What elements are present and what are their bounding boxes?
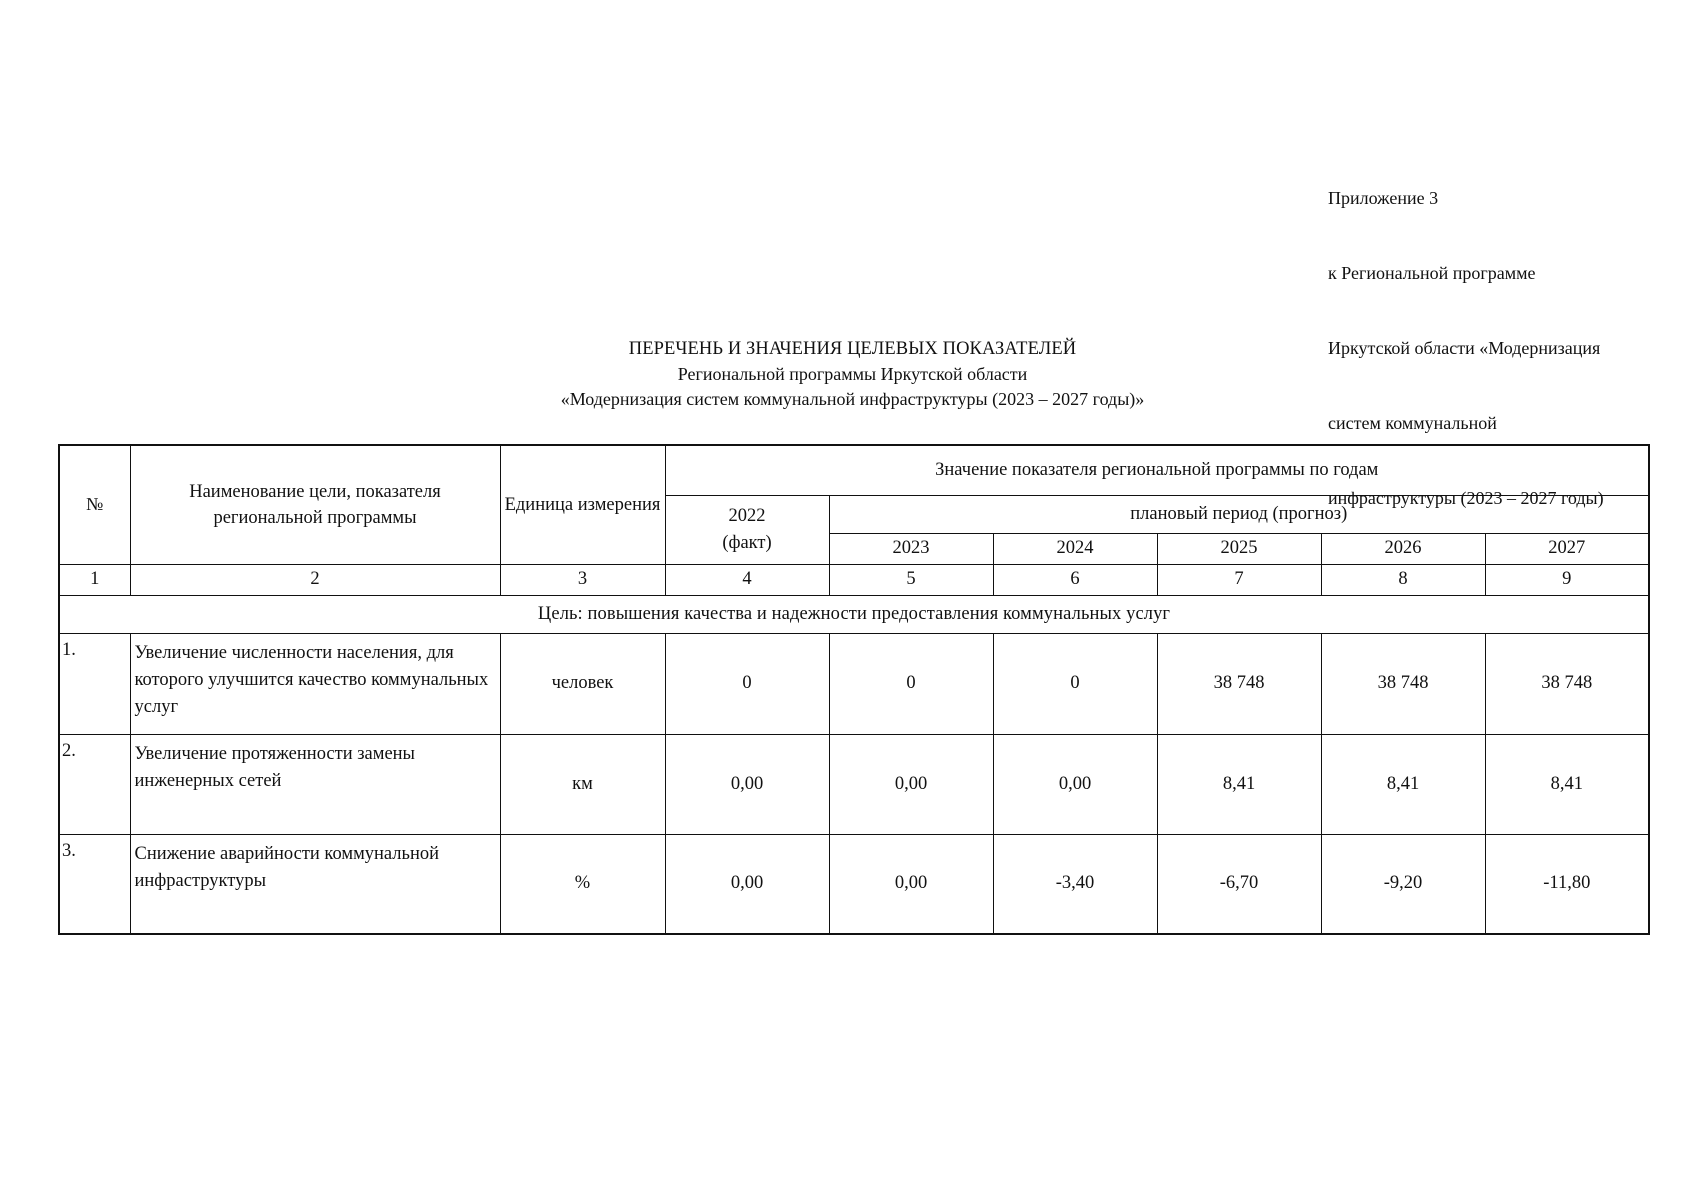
- indicator-value: 0: [829, 633, 993, 734]
- appendix-line: к Региональной программе: [1328, 263, 1536, 283]
- indicator-value: 8,41: [1157, 734, 1321, 834]
- indicator-value: 38 748: [1157, 633, 1321, 734]
- appendix-line: инфраструктуры (2023 – 2027 годы): [1328, 488, 1604, 508]
- header-year: 2025: [1157, 533, 1321, 564]
- indicator-value: -6,70: [1157, 834, 1321, 934]
- header-values-group: Значение показателя региональной программы по годам: [665, 445, 1649, 495]
- indicator-name: Увеличение протяженности замены инженерных сетей: [130, 734, 500, 834]
- row-number: 1.: [59, 633, 130, 734]
- indicator-unit: км: [500, 734, 665, 834]
- indicator-value: 0,00: [665, 834, 829, 934]
- indicator-value: 0: [665, 633, 829, 734]
- row-number: 2.: [59, 734, 130, 834]
- header-name: Наименование цели, показателя региональной программы: [130, 445, 500, 564]
- indicators-table: [58, 444, 1650, 935]
- column-number: 1: [59, 564, 130, 595]
- row-number: 3.: [59, 834, 130, 934]
- header-year: 2026: [1321, 533, 1485, 564]
- indicator-unit: человек: [500, 633, 665, 734]
- indicator-value: -9,20: [1321, 834, 1485, 934]
- column-number: 8: [1321, 564, 1485, 595]
- column-number: 7: [1157, 564, 1321, 595]
- indicator-value: 0,00: [829, 834, 993, 934]
- header-fact-year-value: 2022: [728, 505, 766, 526]
- indicator-value: 8,41: [1321, 734, 1485, 834]
- goal-row: [59, 595, 1649, 633]
- column-number: 9: [1485, 564, 1649, 595]
- document-heading: [0, 337, 1705, 412]
- column-number: 2: [130, 564, 500, 595]
- appendix-line: систем коммунальной: [1328, 413, 1497, 433]
- appendix-line: Приложение 3: [1328, 188, 1439, 208]
- indicator-value: -11,80: [1485, 834, 1649, 934]
- indicator-value: 0,00: [665, 734, 829, 834]
- goal-text: Цель: повышения качества и надежности предоставления коммунальных услуг: [59, 595, 1649, 633]
- column-number-row: [59, 564, 1649, 595]
- table-row: [59, 734, 1649, 834]
- indicator-unit: %: [500, 834, 665, 934]
- indicator-value: 8,41: [1485, 734, 1649, 834]
- header-num: №: [59, 445, 130, 564]
- indicator-value: 0,00: [993, 734, 1157, 834]
- document-subtitle: Региональной программы Иркутской области: [677, 364, 1028, 384]
- column-number: 3: [500, 564, 665, 595]
- header-fact-year: [665, 495, 829, 564]
- indicator-value: 0: [993, 633, 1157, 734]
- column-number: 4: [665, 564, 829, 595]
- indicator-value: 0,00: [829, 734, 993, 834]
- appendix-line: Иркутской области «Модернизация: [1328, 338, 1601, 358]
- document-subtitle: «Модернизация систем коммунальной инфраструктуры (2023 – 2027 годы)»: [560, 389, 1145, 409]
- header-plan-group: плановый период (прогноз): [829, 495, 1649, 533]
- table-row: [59, 834, 1649, 934]
- header-year: 2027: [1485, 533, 1649, 564]
- table-row: [59, 633, 1649, 734]
- column-number: 5: [829, 564, 993, 595]
- indicator-value: 38 748: [1321, 633, 1485, 734]
- header-fact-label: (факт): [722, 532, 772, 553]
- document-title: ПЕРЕЧЕНЬ И ЗНАЧЕНИЯ ЦЕЛЕВЫХ ПОКАЗАТЕЛЕЙ: [628, 339, 1077, 359]
- indicator-name: Снижение аварийности коммунальной инфраструктуры: [130, 834, 500, 934]
- header-year: 2023: [829, 533, 993, 564]
- column-number: 6: [993, 564, 1157, 595]
- indicator-value: -3,40: [993, 834, 1157, 934]
- indicator-value: 38 748: [1485, 633, 1649, 734]
- indicator-name: Увеличение численности населения, для которого улучшится качество коммунальных услуг: [130, 633, 500, 734]
- header-unit: Единица измерения: [500, 445, 665, 564]
- header-year: 2024: [993, 533, 1157, 564]
